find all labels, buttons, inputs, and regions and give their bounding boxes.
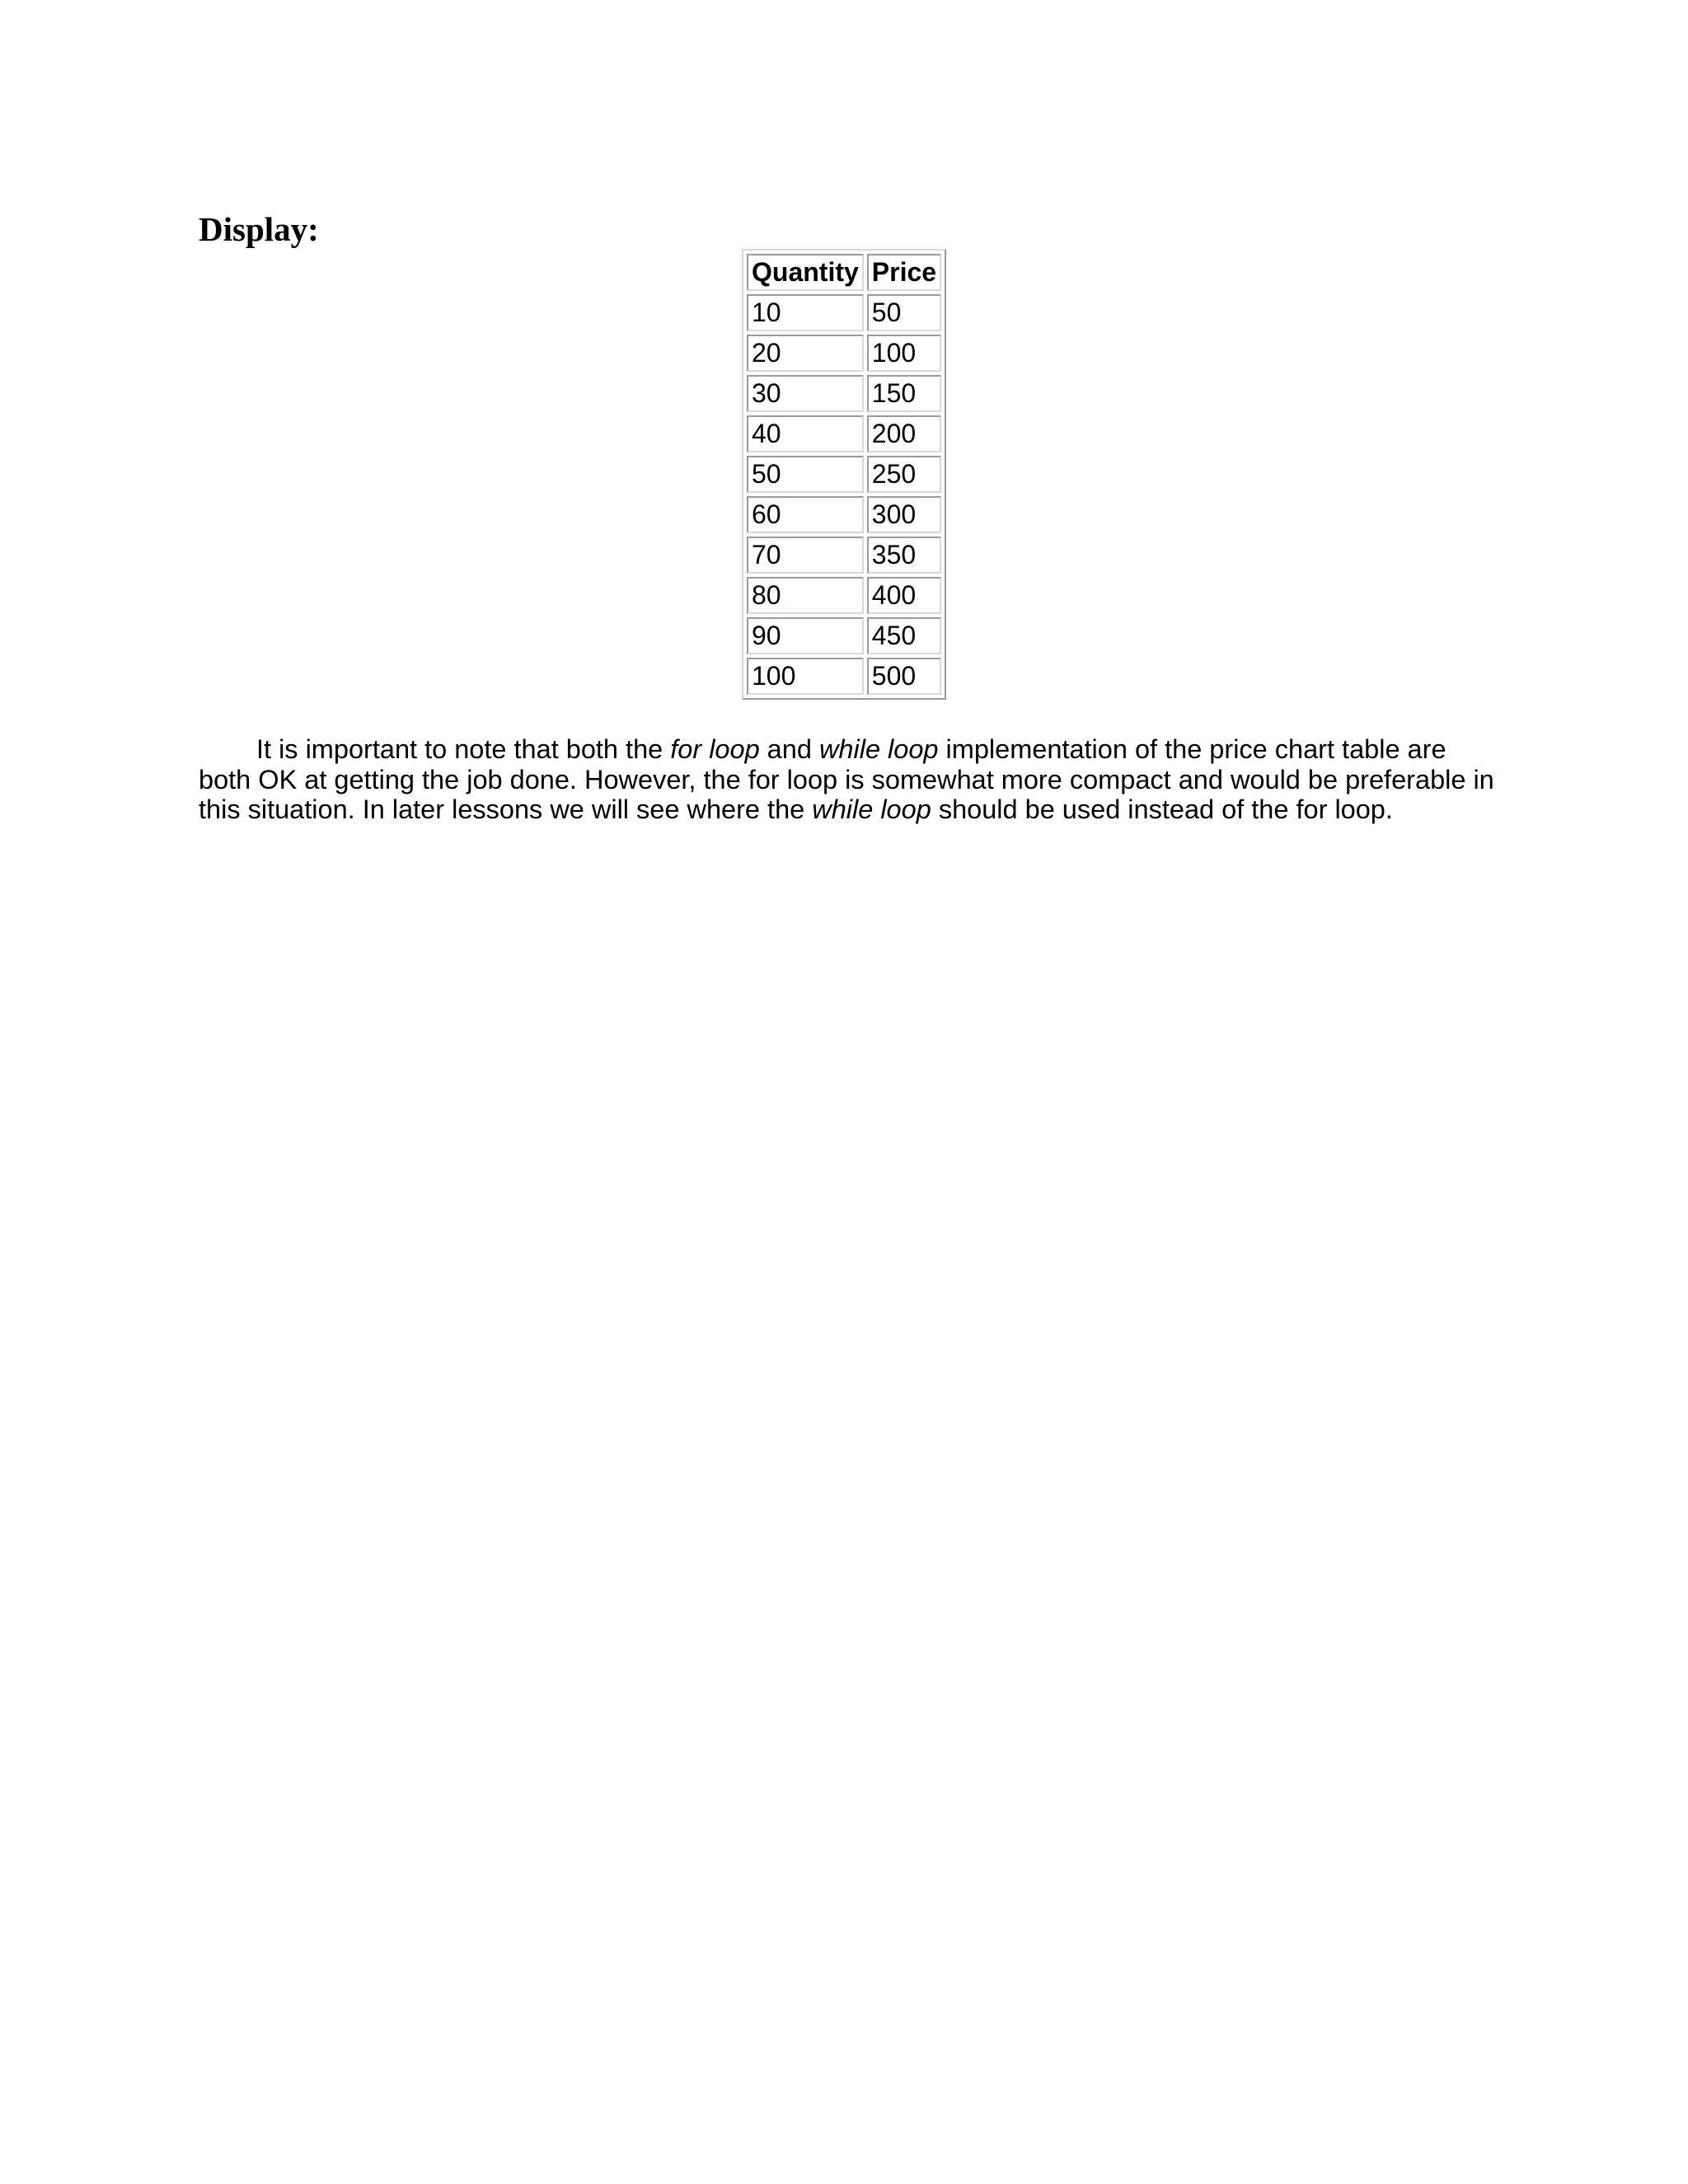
quantity-header: Quantity bbox=[747, 254, 864, 291]
quantity-cell: 50 bbox=[747, 456, 864, 493]
quantity-cell: 90 bbox=[747, 617, 864, 654]
table-row bbox=[747, 294, 941, 331]
quantity-cell: 40 bbox=[747, 415, 864, 452]
explanation-paragraph bbox=[199, 734, 1501, 825]
price-cell: 150 bbox=[867, 375, 941, 412]
table-header-row bbox=[747, 254, 941, 291]
paragraph-emphasis: while loop bbox=[812, 794, 931, 824]
quantity-cell: 60 bbox=[747, 496, 864, 533]
price-cell: 350 bbox=[867, 537, 941, 574]
price-cell: 450 bbox=[867, 617, 941, 654]
price-chart-table bbox=[742, 249, 946, 700]
quantity-cell: 80 bbox=[747, 577, 864, 614]
table-row bbox=[747, 496, 941, 533]
paragraph-emphasis: while loop bbox=[818, 734, 939, 764]
table-row bbox=[747, 335, 941, 372]
quantity-cell: 10 bbox=[747, 294, 864, 331]
table-row bbox=[747, 537, 941, 574]
paragraph-text: implementation of the price chart table are both OK at getting the job done. However, the for loop is somewhat more compact and would be preferable in this situation. In later lessons we will see where the bbox=[199, 734, 1494, 824]
table-row bbox=[747, 456, 941, 493]
table-row bbox=[747, 577, 941, 614]
price-cell: 100 bbox=[867, 335, 941, 372]
quantity-cell: 100 bbox=[747, 658, 864, 695]
paragraph-text: should be used instead of the for loop. bbox=[931, 794, 1393, 824]
table-row bbox=[747, 658, 941, 695]
paragraph-text: It is important to note that both the bbox=[256, 734, 671, 764]
table-row bbox=[747, 375, 941, 412]
price-table-container bbox=[742, 249, 946, 700]
price-cell: 400 bbox=[867, 577, 941, 614]
price-cell: 50 bbox=[867, 294, 941, 331]
quantity-cell: 70 bbox=[747, 537, 864, 574]
table-row bbox=[747, 617, 941, 654]
price-cell: 200 bbox=[867, 415, 941, 452]
table-row bbox=[747, 415, 941, 452]
quantity-cell: 20 bbox=[747, 335, 864, 372]
quantity-cell: 30 bbox=[747, 375, 864, 412]
price-cell: 250 bbox=[867, 456, 941, 493]
price-cell: 300 bbox=[867, 496, 941, 533]
paragraph-text: and bbox=[759, 734, 819, 764]
section-heading: Display: bbox=[199, 210, 319, 248]
price-header: Price bbox=[867, 254, 941, 291]
price-cell: 500 bbox=[867, 658, 941, 695]
paragraph-emphasis: for loop bbox=[670, 734, 760, 764]
